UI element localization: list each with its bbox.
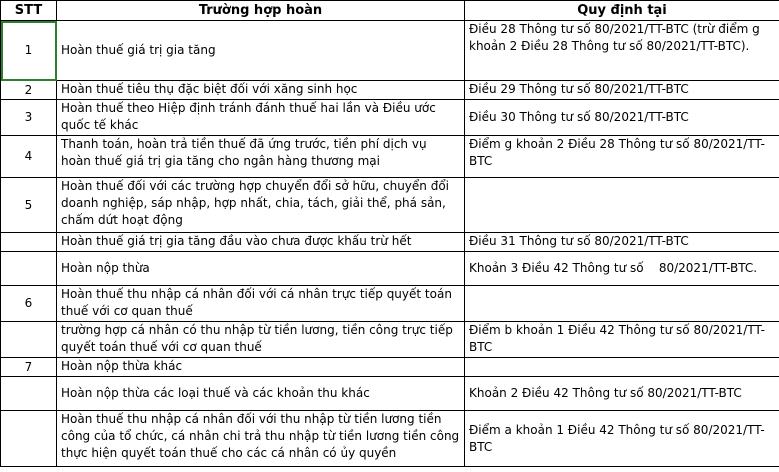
- cell-rule[interactable]: [465, 358, 779, 377]
- header-rule[interactable]: Quy định tại: [465, 1, 779, 21]
- cell-stt[interactable]: 1: [1, 21, 57, 81]
- table-row: [1, 233, 779, 252]
- table-row: [1, 322, 779, 358]
- cell-rule[interactable]: Khoản 3 Điều 42 Thông tư số 80/2021/TT-BTC.: [465, 252, 779, 286]
- table-row: [1, 411, 779, 467]
- table-row: [1, 286, 779, 322]
- cell-rule[interactable]: [465, 178, 779, 233]
- cell-stt[interactable]: 6: [1, 286, 57, 322]
- table-row: [1, 358, 779, 377]
- cell-rule[interactable]: Điểm a khoản 1 Điều 42 Thông tư số 80/2021/TT-BTC: [465, 411, 779, 467]
- cell-stt[interactable]: 3: [1, 100, 57, 136]
- header-stt[interactable]: STT: [1, 1, 57, 21]
- header-case[interactable]: Trường hợp hoàn: [57, 1, 465, 21]
- cell-stt[interactable]: 4: [1, 136, 57, 178]
- cell-stt[interactable]: [1, 322, 57, 358]
- cell-stt[interactable]: [1, 377, 57, 411]
- table-row: [1, 377, 779, 411]
- cell-stt[interactable]: 7: [1, 358, 57, 377]
- cell-case[interactable]: Hoàn nộp thừa các loại thuế và các khoản thu khác: [57, 377, 465, 411]
- cell-case[interactable]: Hoàn nộp thừa: [57, 252, 465, 286]
- cell-rule[interactable]: Điều 30 Thông tư số 80/2021/TT-BTC: [465, 100, 779, 136]
- cell-rule[interactable]: Điểm b khoản 1 Điều 42 Thông tư số 80/2021/TT-BTC: [465, 322, 779, 358]
- cell-case[interactable]: Hoàn thuế giá trị gia tăng đầu vào chưa được khấu trừ hết: [57, 233, 465, 252]
- cell-rule[interactable]: Điều 29 Thông tư số 80/2021/TT-BTC: [465, 81, 779, 100]
- cell-case[interactable]: Hoàn thuế thu nhập cá nhân đối với thu nhập từ tiền lương tiền công của tổ chức, cá nhân chi trả thu nhập từ tiền lương tiền công thực hiện quyết toán thuế cho các cá nhân có ủy quyền: [57, 411, 465, 467]
- header-row: [1, 1, 779, 21]
- cell-rule[interactable]: Khoản 2 Điều 42 Thông tư số 80/2021/TT-BTC: [465, 377, 779, 411]
- cell-stt[interactable]: 2: [1, 81, 57, 100]
- cell-case[interactable]: Hoàn thuế thu nhập cá nhân đối với cá nhân trực tiếp quyết toán thuế với cơ quan thuế: [57, 286, 465, 322]
- cell-rule[interactable]: Điều 31 Thông tư số 80/2021/TT-BTC: [465, 233, 779, 252]
- table-row: [1, 81, 779, 100]
- table-row: [1, 178, 779, 233]
- table-row: [1, 252, 779, 286]
- cell-case[interactable]: Hoàn thuế theo Hiệp định tránh đánh thuế hai lần và Điều ước quốc tế khác: [57, 100, 465, 136]
- cell-case[interactable]: Thanh toán, hoàn trả tiền thuế đã ứng trước, tiền phí dịch vụ hoàn thuế giá trị gia tăng cho ngân hàng thương mại: [57, 136, 465, 178]
- cell-case[interactable]: Hoàn thuế đối với các trường hợp chuyển đổi sở hữu, chuyển đổi doanh nghiệp, sáp nhập, hợp nhất, chia, tách, giải thể, phá sản, chấm dứt hoạt động: [57, 178, 465, 233]
- cell-stt[interactable]: [1, 411, 57, 467]
- table-row: [1, 136, 779, 178]
- cell-case[interactable]: Hoàn thuế giá trị gia tăng: [57, 21, 465, 81]
- cell-stt[interactable]: [1, 252, 57, 286]
- cell-stt[interactable]: [1, 233, 57, 252]
- table-row: [1, 21, 779, 81]
- cell-case[interactable]: Hoàn thuế tiêu thụ đặc biệt đối với xăng sinh học: [57, 81, 465, 100]
- cell-rule[interactable]: [465, 286, 779, 322]
- table-row: [1, 100, 779, 136]
- cell-case[interactable]: trường hợp cá nhân có thu nhập từ tiền lương, tiền công trực tiếp quyết toán thuế với cơ quan thuế: [57, 322, 465, 358]
- cell-rule[interactable]: Điều 28 Thông tư số 80/2021/TT-BTC (trừ điểm g khoản 2 Điều 28 Thông tư số 80/2021/TT-BTC).: [465, 21, 779, 81]
- cell-stt[interactable]: 5: [1, 178, 57, 233]
- cell-case[interactable]: Hoàn nộp thừa khác: [57, 358, 465, 377]
- cell-rule[interactable]: Điểm g khoản 2 Điều 28 Thông tư số 80/2021/TT-BTC: [465, 136, 779, 178]
